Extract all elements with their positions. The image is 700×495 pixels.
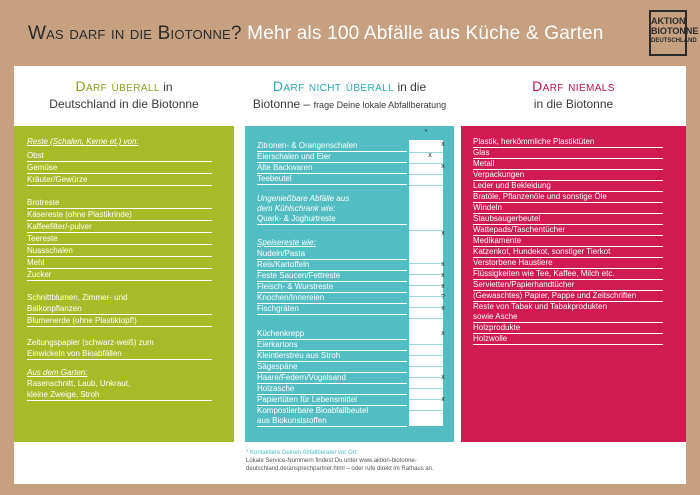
- list-item: Reis/Kartoffeln: [257, 260, 407, 271]
- list-item: Servietten/Papierhandtücher: [473, 280, 663, 291]
- heading-keyword: Darf überall: [75, 78, 160, 94]
- footnote: [246, 449, 476, 473]
- column-heading-everywhere: [14, 78, 234, 113]
- x-mark: x: [441, 374, 445, 381]
- list-item: Fleisch- & Wurstreste: [257, 282, 407, 293]
- list-item: sowie Asche: [473, 312, 663, 323]
- list-item: Bratöle, Pflanzenöle und sonstige Öle: [473, 192, 663, 203]
- heading-tail: in die: [397, 80, 427, 94]
- list-item: Balkonpflanzen: [27, 304, 212, 315]
- list-item: Nudeln/Pasta: [257, 249, 407, 260]
- panel-not-everywhere: [245, 126, 454, 442]
- x-mark: x: [428, 152, 432, 159]
- list-item: Medikamente: [473, 236, 663, 247]
- list-item: Quark- & Joghurtreste: [257, 214, 407, 225]
- title-question: Was darf in die Biotonne?: [28, 23, 242, 44]
- logo-line-1: AKTION: [651, 16, 686, 26]
- list-item: Rasenschnitt, Laub, Unkraut,: [27, 379, 131, 388]
- x-mark: x: [441, 261, 445, 268]
- list-item: Papiertüten für Lebensmittel: [257, 395, 407, 406]
- question-mark: ?: [441, 294, 445, 301]
- list-item: Einwickeln von Bioabfällen: [27, 349, 212, 360]
- list-item: Feste Saucen/Fettreste: [257, 271, 407, 282]
- x-mark: x: [441, 396, 445, 403]
- footnote-line-2: Lokale Service-Nummern findest Du unter www.aktion-biotonne-: [246, 458, 417, 464]
- x-mark: x: [441, 283, 445, 290]
- x-mark: x: [441, 305, 445, 312]
- list-item: Windeln: [473, 203, 663, 214]
- list-item: kleine Zweige, Stroh: [27, 390, 212, 401]
- list-item: Plastik, herkömmliche Plastiktüten: [473, 137, 663, 148]
- panel-never: [461, 126, 686, 442]
- list-item: Zeitungspapier (schwarz-weiß) zum: [27, 338, 154, 347]
- list-item: Glas: [473, 148, 663, 159]
- heading-line2: in die Biotonne: [533, 97, 614, 111]
- heading-line2: Biotonne –: [252, 97, 311, 111]
- list-item: Sägespäne: [257, 362, 407, 373]
- list-item: Knochen/Innereien: [257, 293, 407, 304]
- footnote-line-3: deutschland.de/ansprechpartner.html – oder rufe direkt im Rathaus an.: [246, 466, 434, 472]
- list-item: dem Kühlschrank wie:: [257, 204, 336, 213]
- list-item: (Gewaschtes) Papier, Pappe und Zeitschriften: [473, 291, 663, 302]
- list-item: Küchenkrepp: [257, 329, 407, 340]
- list-item: Mehl: [27, 258, 212, 269]
- footnote-line-1: * Kontaktiere Deinen Abfallberater vor Ort:: [246, 450, 359, 456]
- star-mark: *: [424, 129, 428, 136]
- list-item: Holzasche: [257, 384, 407, 395]
- list-item: Kaffeefilter/-pulver: [27, 222, 212, 233]
- list-item: Eierkartons: [257, 340, 407, 351]
- header: [0, 0, 700, 66]
- list-item: Katzenkot, Hundekot, sonstiger Tierkot: [473, 247, 663, 258]
- list-item: aus Biokunststoffen: [257, 416, 407, 427]
- logo-line-2: BIOTONNE: [651, 26, 699, 36]
- list-item: Blumenerde (ohne Plastiktopf!): [27, 316, 212, 327]
- list-item: Metall: [473, 159, 663, 170]
- list-item: Holzprodukte: [473, 323, 663, 334]
- list-item: Speisereste wie:: [257, 238, 316, 247]
- list-item: Obst: [27, 151, 212, 162]
- list-item: Verstorbene Haustiere: [473, 258, 663, 269]
- list-item: Eierschalen und Eier: [257, 152, 407, 163]
- heading-keyword: Darf niemals: [532, 78, 615, 94]
- list-item: Aus dem Garten:: [27, 368, 88, 377]
- list-item: Reste (Schalen, Kerne et.) von:: [27, 137, 139, 146]
- list-item: Teereste: [27, 234, 212, 245]
- x-mark: x: [441, 141, 445, 148]
- logo-line-3: DEUTSCHLAND: [651, 38, 697, 44]
- list-item: Fischgräten: [257, 304, 407, 315]
- x-mark: x: [441, 163, 445, 170]
- list-item: Staubsaugerbeutel: [473, 214, 663, 225]
- list-item: Verpackungen: [473, 170, 663, 181]
- list-item: Holzwolle: [473, 334, 663, 345]
- column-heading-not-everywhere: [245, 78, 454, 114]
- list-item: Kräuter/Gewürze: [27, 175, 212, 186]
- list-item: Reste von Tabak und Tabakprodukten: [473, 302, 608, 311]
- column-heading-never: [461, 78, 686, 113]
- x-mark: x: [441, 230, 445, 237]
- x-mark: x: [441, 272, 445, 279]
- list-item: Käsereste (ohne Plastikrinde): [27, 210, 212, 221]
- aktion-biotonne-logo: [649, 10, 699, 56]
- list-item: Nussschalen: [27, 246, 212, 257]
- heading-keyword: Darf nicht überall: [272, 78, 395, 94]
- list-item: Alte Backwaren: [257, 163, 407, 174]
- title-subtitle: Mehr als 100 Abfälle aus Küche & Garten: [247, 23, 604, 44]
- list-item: Teebeutel: [257, 174, 407, 185]
- content-sheet: [14, 66, 686, 484]
- x-mark: x: [441, 330, 445, 337]
- heading-tail: in: [163, 80, 173, 94]
- heading-line2: Deutschland in die Biotonne: [49, 97, 199, 111]
- heading-line2-small: frage Deine lokale Abfallberatung: [313, 100, 447, 110]
- list-item: Flüssigkeiten wie Tee, Kaffee, Milch etc.: [473, 269, 663, 280]
- list-item: Zucker: [27, 270, 212, 281]
- list-item: Schnittblumen, Zimmer- und: [27, 293, 128, 302]
- list-item: Kompostierbare Bioabfallbeutel: [257, 406, 369, 415]
- list-item: Zitronen- & Orangenschalen: [257, 141, 407, 152]
- list-item: Ungenießbare Abfälle aus: [257, 194, 350, 203]
- list-item: Haare/Federn/Vogelsand: [257, 373, 407, 384]
- page-title: [28, 23, 604, 45]
- list-item: Wattepads/Taschentücher: [473, 225, 663, 236]
- list-item: Leder und Bekleidung: [473, 181, 663, 192]
- list-item: Brotreste: [27, 198, 212, 209]
- list-item: Gemüse: [27, 163, 212, 174]
- list-item: Kleintierstreu aus Stroh: [257, 351, 407, 362]
- panel-everywhere: [14, 126, 234, 442]
